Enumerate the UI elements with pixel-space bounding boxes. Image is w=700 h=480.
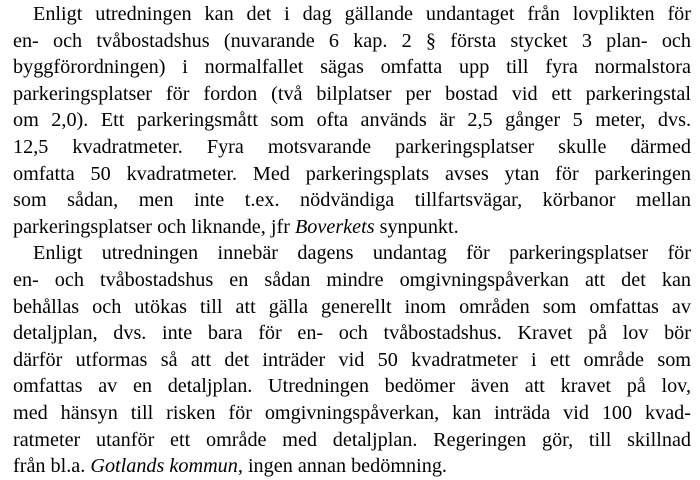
text-line: en- och tvåbostadshus en sådan mindre omgivningspåverkan att det kan <box>13 268 691 291</box>
text-line: därför utformas så att det inträder vid 50 kvadratmeter i ett område som <box>13 348 691 371</box>
text-segment: , ingen annan bedömning. <box>237 455 447 478</box>
document-page <box>13 1 691 480</box>
text-line: parkeringsplatser för fordon (två bilplatser per bostad vid ett parkeringstal <box>13 82 691 105</box>
text-line: om 2,0). Ett parkeringsmått som ofta används är 2,5 gånger 5 meter, dvs. <box>13 109 691 132</box>
text-segment: från bl.a. <box>13 455 91 478</box>
text-line: omfatta 50 kvadratmeter. Med parkeringsplats avses ytan för parkeringen <box>13 162 691 185</box>
text-line: som sådan, men inte t.ex. nödvändiga tillfartsvägar, körbanor mellan <box>13 189 691 212</box>
text-line: byggförordningen) i normalfallet sägas omfatta upp till fyra normalstora <box>13 56 691 79</box>
text-line <box>13 214 691 241</box>
text-line: Enligt utredningen innebär dagens undantag för parkeringsplatser för <box>33 242 691 265</box>
text-segment: parkeringsplatser och liknande, jfr <box>13 215 295 238</box>
text-line: en- och tvåbostadshus (nuvarande 6 kap. 2 § första stycket 3 plan- och <box>13 29 691 52</box>
text-segment: synpunkt. <box>374 215 459 238</box>
text-line <box>13 453 691 480</box>
text-line: med hänsyn till risken för omgivningspåverkan, kan inträda vid 100 kvad- <box>13 401 691 424</box>
text-line: behållas och utökas till att gälla generellt inom områden som omfattas av <box>13 295 691 318</box>
text-line: omfattas av en detaljplan. Utredningen bedömer även att kravet på lov, <box>13 375 691 398</box>
text-line: ratmeter utanför ett område med detaljplan. Regeringen gör, till skillnad <box>13 428 691 451</box>
text-line: Enligt utredningen kan det i dag gällande undantaget från lovplikten för <box>33 3 691 25</box>
text-line: 12,5 kvadratmeter. Fyra motsvarande parkeringsplatser skulle därmed <box>13 135 691 158</box>
paragraph-2 <box>13 240 691 479</box>
text-line: detaljplan, dvs. inte bara för en- och tvåbostadshus. Kravet på lov bör <box>13 322 691 345</box>
italic-reference: Gotlands kommun <box>90 455 238 478</box>
italic-reference: Boverkets <box>294 215 375 238</box>
paragraph-1 <box>13 1 691 240</box>
